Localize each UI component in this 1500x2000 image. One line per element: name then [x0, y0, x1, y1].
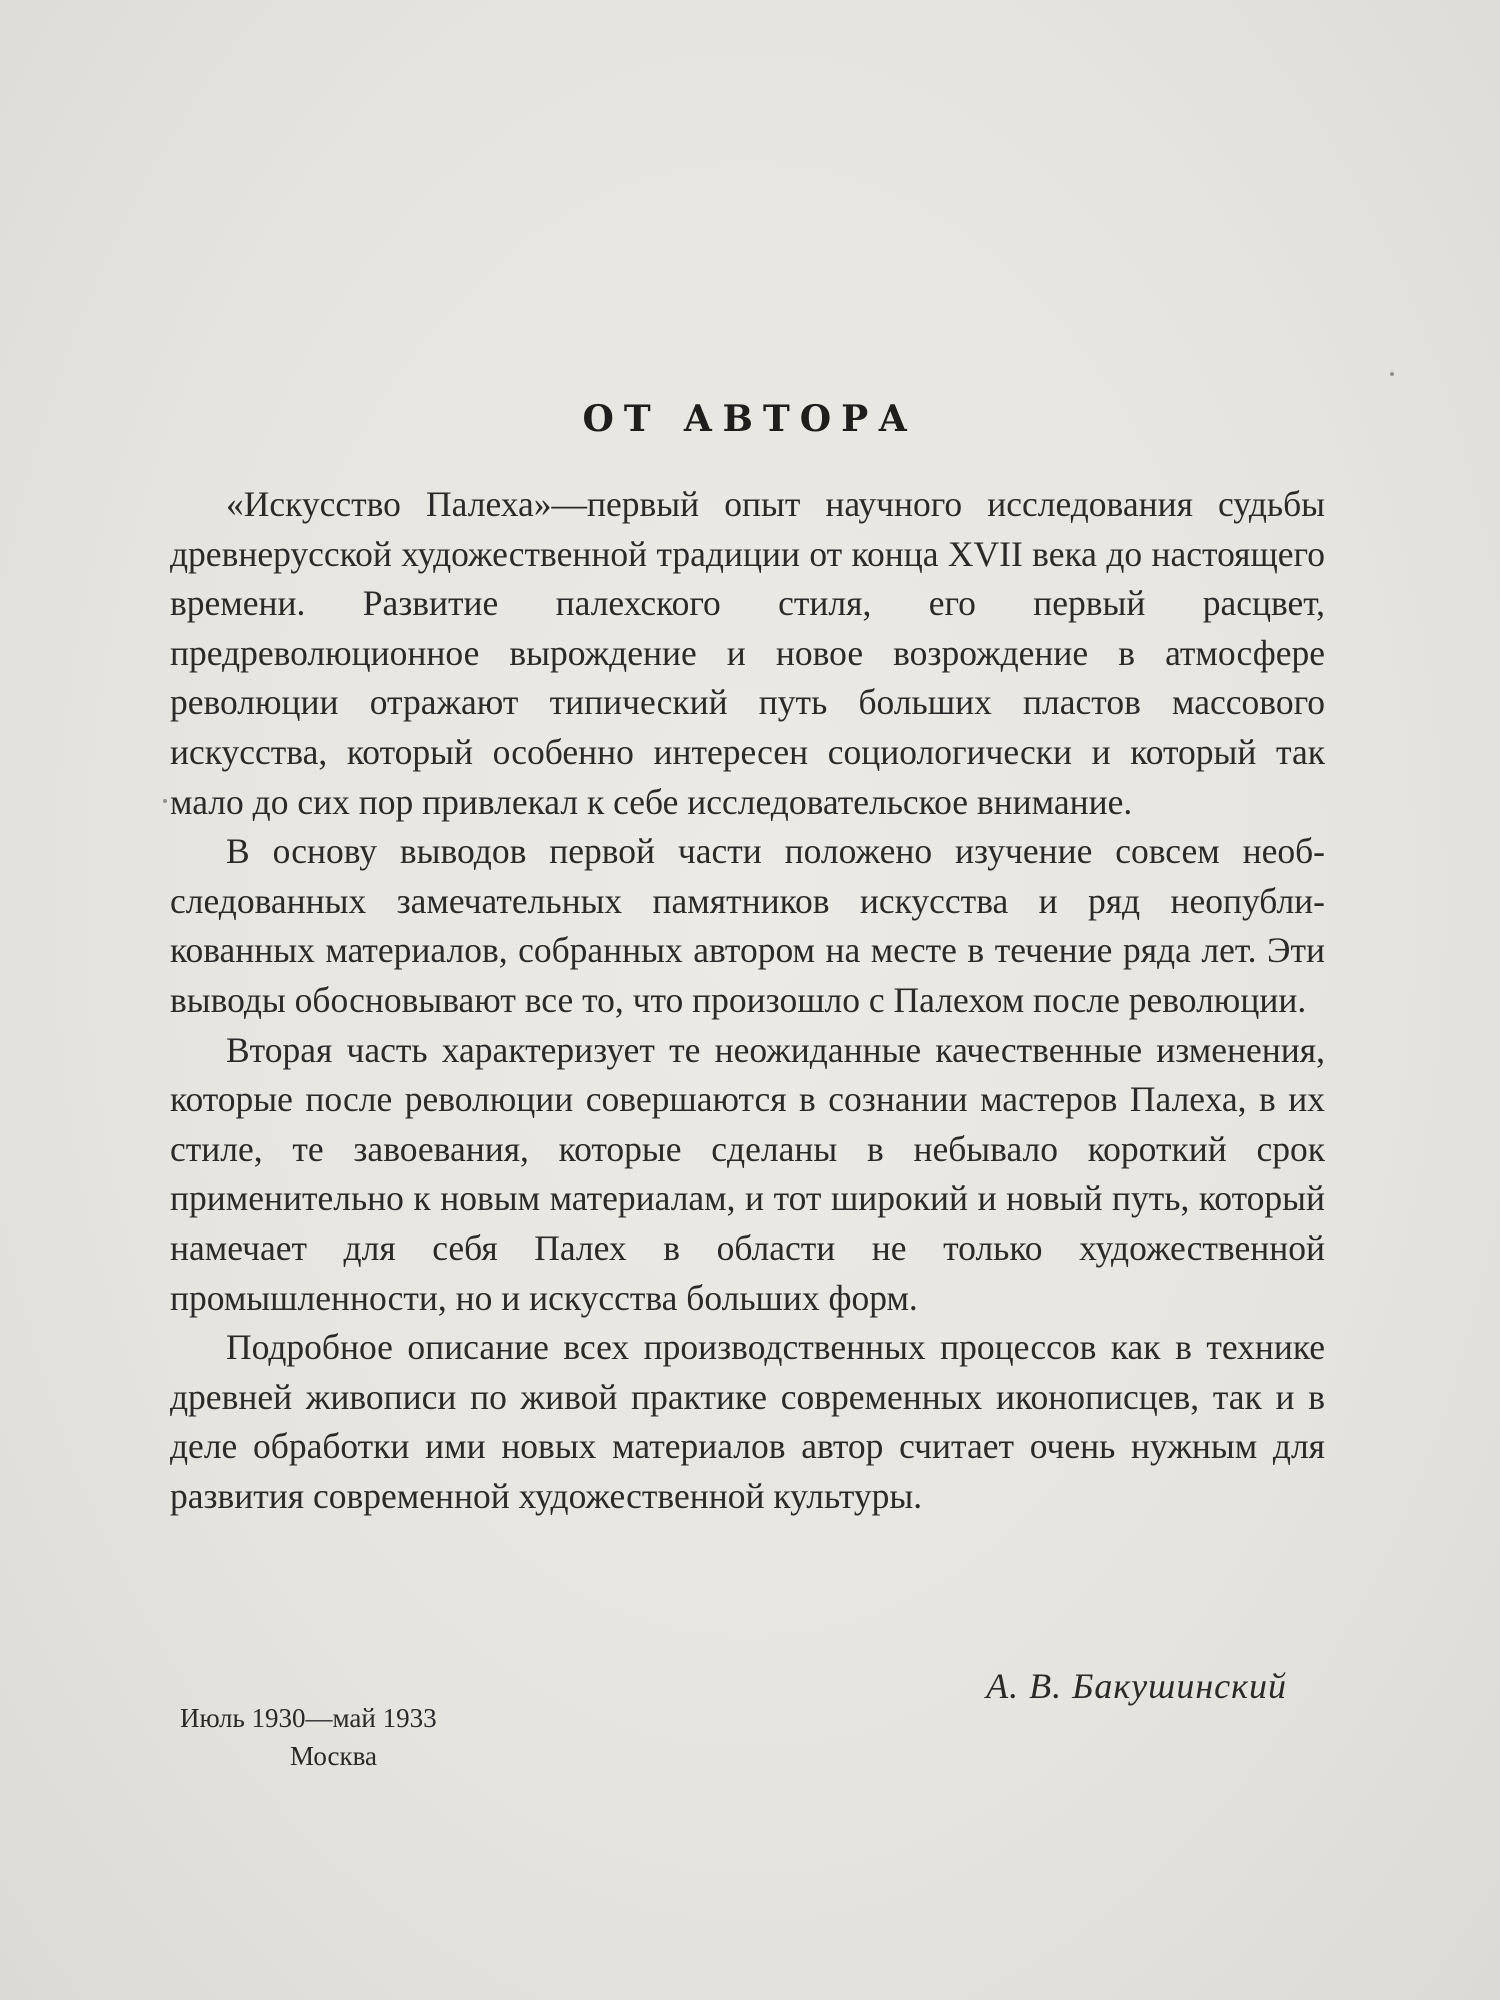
date-line: Июль 1930—май 1933 — [180, 1703, 437, 1733]
paragraph-intro: «Искусство Палеха»—первый опыт научного исследования судьбы древнерусской художественной традиции от конца XVII века до настоящего времени. Развитие палехского стиля, его первый расцвет, предреволюционное вырождение и новое возрождение в атмосфере революции отражают типический путь больших пластов массового искусства, который особенно интересен социологически и который так мало до сих пор привлекал к себе исследовательское внимание. — [170, 484, 1325, 822]
paragraph-part-one: В основу выводов первой части положено изучение совсем необследованных замечательных памятников искусства и ряд неопубликованных материалов, собранных автором на месте в течение ряда лет. Эти выводы обосновывают все то, что произошло с Палехом после революции. — [170, 831, 1325, 1020]
page-title: ОТ АВТОРА — [582, 398, 918, 440]
paragraph-processes: Подробное описание всех производственных процессов как в технике древней живописи по живой практике современных иконописцев, так и в деле обработки ими новых материалов автор считает очень нужным для развития современной художественной культуры. — [170, 1327, 1325, 1516]
paper-speck — [1390, 372, 1394, 376]
author-signature: А. В. Бакушинский — [986, 1666, 1287, 1706]
body-text — [170, 480, 1325, 1521]
paragraph-part-two: Вторая часть характеризует те неожиданные качественные изменения, которые после революции совершаются в сознании мастеров Палеха, в их стиле, те завоевания, которые сделаны в небывало короткий срок применительно к новым материалам, и тот широкий и новый путь, который намечает для себя Палех в области не только художественной промышленности, но и искусства больших форм. — [170, 1029, 1325, 1318]
place-line: Москва — [290, 1741, 377, 1771]
paper-speck — [163, 799, 167, 803]
